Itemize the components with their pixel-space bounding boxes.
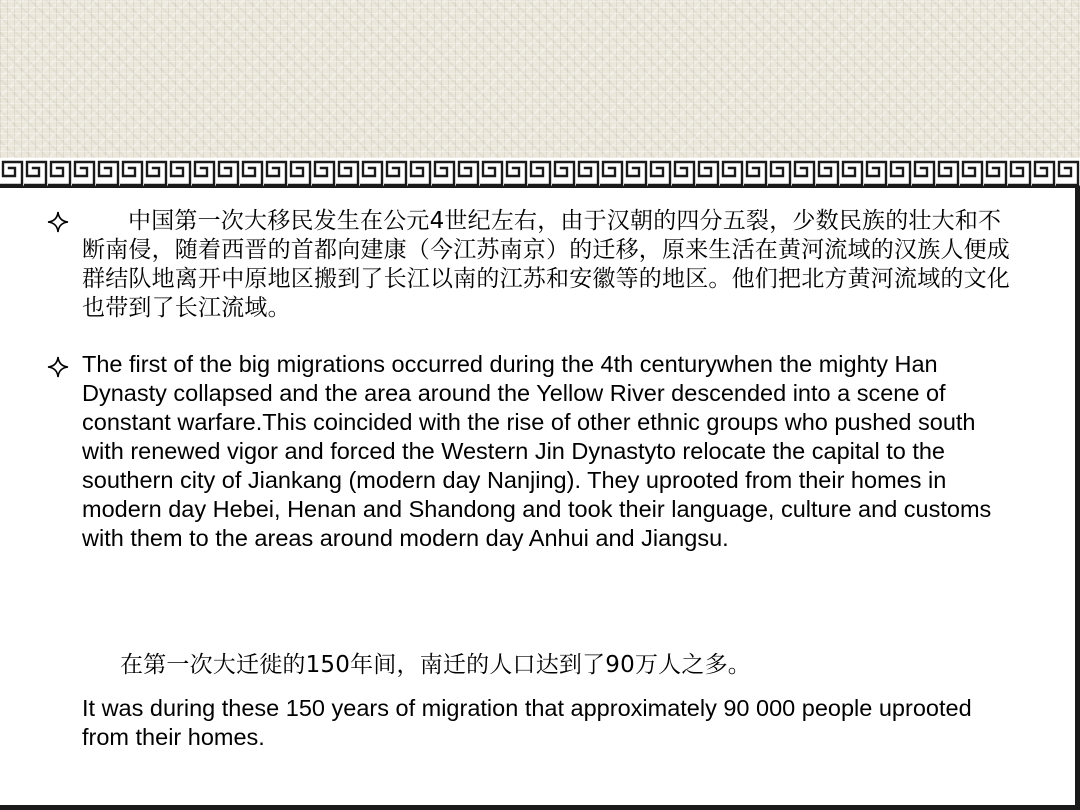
paragraph-chinese-2: 在第一次大迁徙的150年间，南迁的人口达到了90万人之多。 xyxy=(120,652,751,678)
paragraph-english-1: The first of the big migrations occurred during the 4th centurywhen the mighty Han Dynasty collapsed and the area around the Yellow River descended into a scene of constant warfare.This coincided with the rise of other ethnic groups who pushed south with renewed vigor and forced the Western Jin Dynastyto relocate the capital to the southern city of Jiankang (modern day Nanjing). They uprooted from their homes in modern day Hebei, Henan and Shandong and took their language, culture and customs with them to the areas around modern day Anhui and Jiangsu. xyxy=(82,351,992,551)
paragraph-chinese-1: 中国第一次大移民发生在公元4世纪左右，由于汉朝的四分五裂，少数民族的壮大和不断南侵，随着西晋的首都向建康（今江苏南京）的迁移，原来生活在黄河流域的汉族人便成群结队地离开中原地区搬到了长江以南的江苏和安徽等的地区。他们把北方黄河流域的文化也带到了长江流域。 xyxy=(82,208,1010,321)
paragraph-english-2: It was during these 150 years of migration that approximately 90 000 people uprooted from their homes. xyxy=(82,695,972,750)
diamond-star-bullet-icon xyxy=(46,355,70,379)
diamond-star-bullet-icon xyxy=(46,210,70,234)
